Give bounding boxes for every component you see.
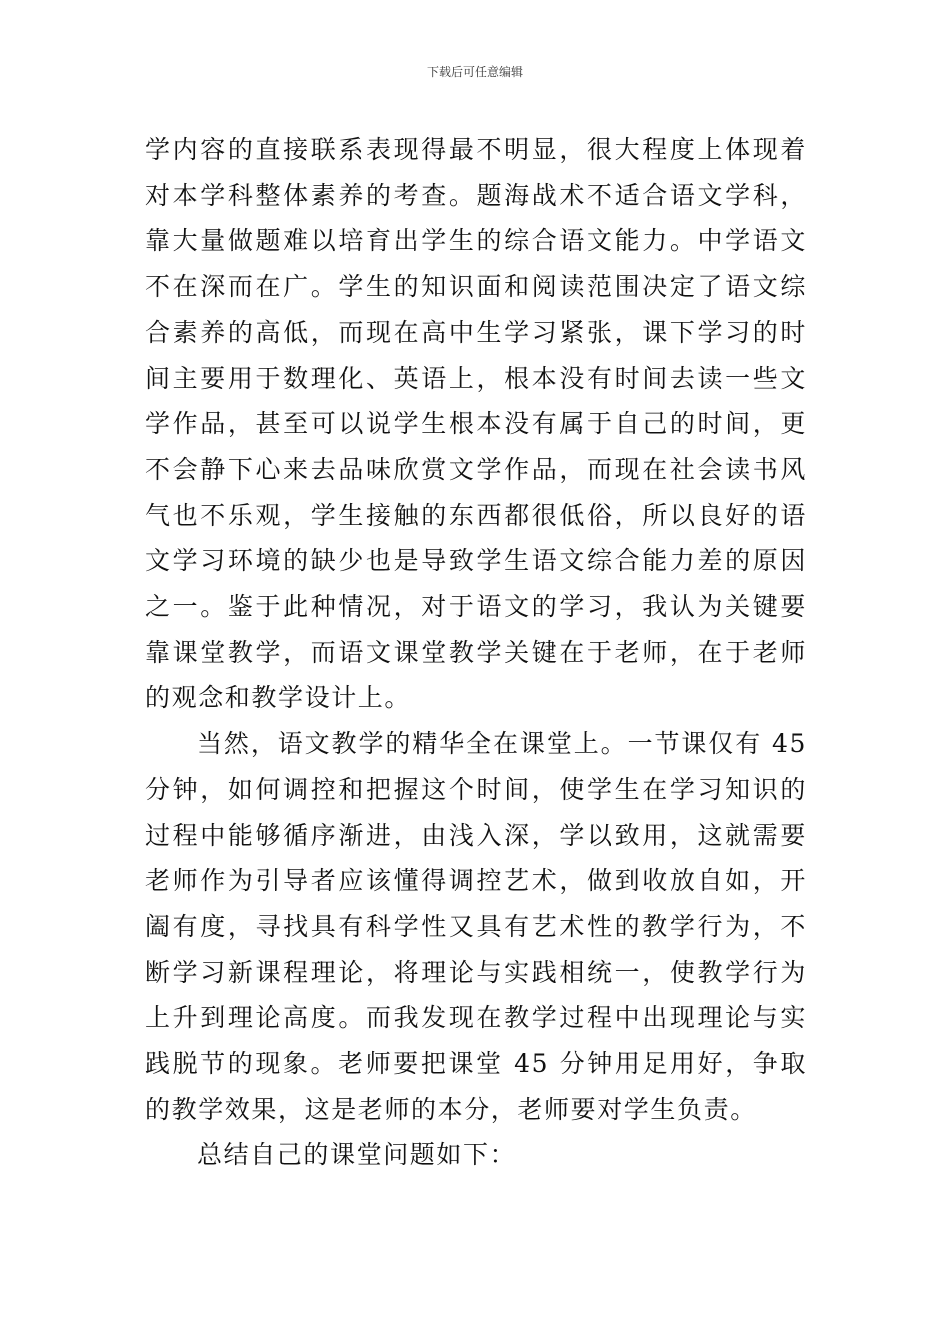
page-header: 下载后可任意编辑 <box>426 65 523 79</box>
paragraph: 总结自己的课堂问题如下： <box>197 1140 517 1170</box>
body-text <box>145 127 807 1178</box>
paragraph: 学内容的直接联系表现得最不明显，很大程度上体现着对本学科整体素养的考查。题海战术不适合语文学科，靠大量做题难以培育出学生的综合语文能力。中学语文不在深而在广。学生的知识面和阅读范围决定了语文综合素养的高低，而现在高中生学习紧张，课下学习的时间主要用于数理化、英语上，根本没有时间去读一些文学作品，甚至可以说学生根本没有属于自己的时间，更不会静下心来去品味欣赏文学作品，而现在社会读书风气也不乐观，学生接触的东西都很低俗，所以良好的语文学习环境的缺少也是导致学生语文综合能力差的原因之一。鉴于此种情况，对于语文的学习，我认为关键要靠课堂教学，而语文课堂教学关键在于老师，在于老师的观念和教学设计上。 <box>145 135 807 713</box>
paragraph: 当然，语文教学的精华全在课堂上。一节课仅有 45 分钟，如何调控和把握这个时间，使学生在学习知识的过程中能够循序渐进，由浅入深，学以致用，这就需要老师作为引导者应该懂得调控艺术，做到收放自如，开阖有度，寻找具有科学性又具有艺术性的教学行为，不断学习新课程理论，将理论与实践相统一，使教学行为上升到理论高度。而我发现在教学过程中出现理论与实践脱节的现象。老师要把课堂 45 分钟用足用好，争取的教学效果，这是老师的本分，老师要对学生负责。 <box>145 729 807 1124</box>
